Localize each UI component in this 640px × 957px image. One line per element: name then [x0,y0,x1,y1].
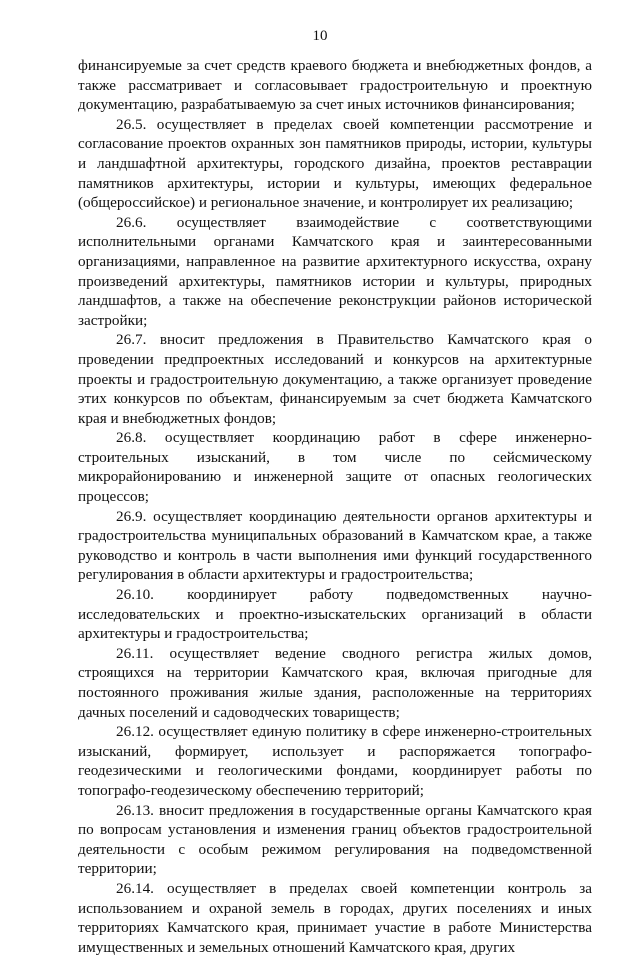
paragraph-26-14: 26.14. осуществляет в пределах своей компетенции контроль за использованием и охраной земель в городах, других поселениях и иных территориях Камчатского края, принимает участие в работе Министерства имущественных и земельных отношений Камчатского края, других [78,879,592,956]
paragraph-26-13: 26.13. вносит предложения в государственные органы Камчатского края по вопросам установления и изменения границ объектов градостроительной деятельности с особым режимом регулирования на подведомственной территории; [78,801,592,878]
paragraph-26-5: 26.5. осуществляет в пределах своей компетенции рассмотрение и согласование проектов охранных зон памятников природы, истории, культуры и ландшафтной архитектуры, городского дизайна, проектов реставрации памятников архитектуры, истории и культуры, имеющих федеральное (общероссийское) и региональное значение, и контролирует их реализацию; [78,115,592,212]
paragraph-26-11: 26.11. осуществляет ведение сводного регистра жилых домов, строящихся на территории Камчатского края, включая пригодные для постоянного проживания жилые здания, расположенные на территориях дачных поселений и садоводческих товариществ; [78,644,592,721]
document-body [78,56,592,957]
paragraph-26-10: 26.10. координирует работу подведомственных научно-исследовательских и проектно-изыскательских организаций в области архитектуры и градостроительства; [78,586,592,643]
paragraph-26-9: 26.9. осуществляет координацию деятельности органов архитектуры и градостроительства муниципальных образований в Камчатском крае, а также руководство и контроль в части выполнения ими функций государственного регулирования в области архитектуры и градостроительства; [78,507,592,584]
paragraph-continuation: финансируемые за счет средств краевого бюджета и внебюджетных фондов, а также рассматривает и согласовывает градостроительную и проектную документацию, разрабатываемую за счет иных источников финансирования; [78,57,592,114]
paragraph-26-12: 26.12. осуществляет единую политику в сфере инженерно-строительных изысканий, формирует, использует и распоряжается топографо-геодезическими и геологическими фондами, координирует работы по топографо-геодезическому обеспечению территорий; [78,723,592,799]
page-number: 10 [312,28,328,44]
paragraph-26-8: 26.8. осуществляет координацию работ в сфере инженерно-строительных изысканий, в том числе по сейсмическому микрорайонированию и инженерной защите от опасных геологических процессов; [78,429,592,506]
paragraph-26-6: 26.6. осуществляет взаимодействие с соответствующими исполнительными органами Камчатского края и заинтересованными организациями, направленное на развитие архитектурного искусства, охрану произведений архитектуры, памятников истории и культуры, природных ландшафтов, а также на обеспечение реконструкции районов исторической застройки; [78,213,592,329]
paragraph-26-7: 26.7. вносит предложения в Правительство Камчатского края о проведении предпроектных исследований и конкурсов на архитектурные проекты и градостроительную документацию, а также организует проведение этих конкурсов по объектам, финансируемым за счет бюджета Камчатского края и внебюджетных фондов; [78,331,592,427]
